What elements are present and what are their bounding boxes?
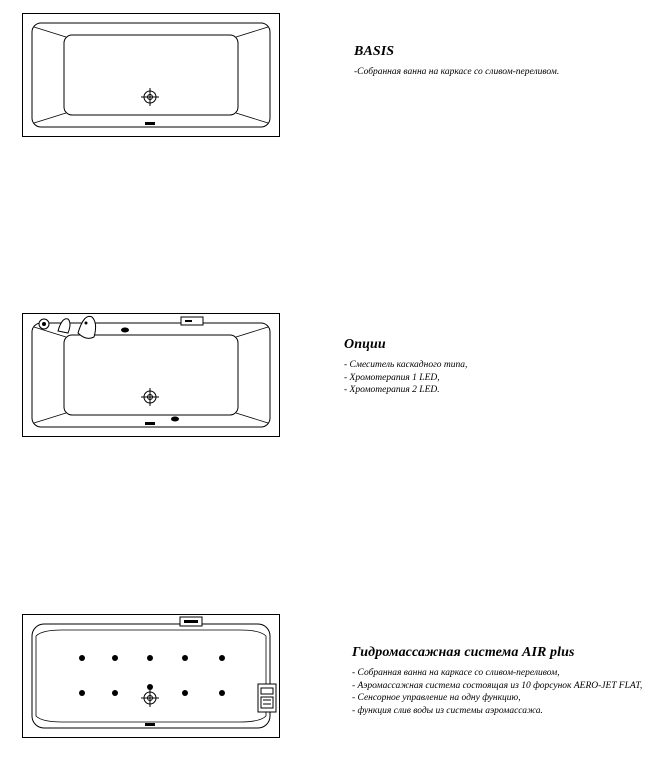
- aero-jet-nozzle-icon: [219, 655, 225, 661]
- drain-icon: [141, 689, 159, 707]
- feature-line: - Хромотерапия 2 LED.: [344, 385, 440, 395]
- cascade-mixer-icon: [39, 316, 96, 338]
- bathtub-options-drawing: [22, 313, 280, 437]
- section-basis: [354, 44, 559, 79]
- air-blower-unit-icon: [258, 684, 276, 712]
- control-panel-icon: [181, 317, 203, 325]
- aero-jet-nozzle-icon: [112, 655, 118, 661]
- feature-line: - Собранная ванна на каркасе со сливом-переливом,: [352, 668, 560, 678]
- chromotherapy-led-2-icon: [171, 417, 179, 422]
- section-air-plus: [352, 645, 642, 717]
- feature-line: - Аэромассажная система состоящая из 10 форсунок AERO-JET FLAT,: [352, 680, 643, 691]
- overflow-icon: [145, 122, 155, 125]
- chromotherapy-led-1-icon: [121, 328, 129, 333]
- feature-line: - Сенсорное управление на одну функцию,: [352, 693, 521, 703]
- aero-jet-nozzles: [79, 655, 225, 696]
- aero-jet-nozzle-icon: [147, 655, 153, 661]
- feature-line: -Собранная ванна на каркасе со сливом-переливом.: [354, 67, 560, 77]
- feature-line: - Смеситель каскадного типа,: [344, 360, 468, 370]
- section-title: Опции: [344, 337, 386, 352]
- aero-jet-nozzle-icon: [219, 690, 225, 696]
- aero-jet-nozzle-icon: [112, 690, 118, 696]
- feature-line: - Хромотерапия 1 LED,: [344, 372, 440, 383]
- control-panel-icon: [180, 617, 202, 626]
- aero-jet-nozzle-icon: [182, 690, 188, 696]
- feature-line: - функция слив воды из системы аэромассажа.: [352, 705, 543, 716]
- overflow-icon: [145, 422, 155, 425]
- drain-icon: [141, 88, 159, 106]
- section-title: BASIS: [354, 44, 395, 59]
- overflow-icon: [145, 723, 155, 726]
- aero-jet-nozzle-icon: [182, 655, 188, 661]
- bathtub-air-plus-drawing: [22, 614, 280, 738]
- section-options: [344, 337, 467, 397]
- aero-jet-nozzle-icon: [79, 655, 85, 661]
- aero-jet-nozzle-icon: [79, 690, 85, 696]
- drain-icon: [141, 388, 159, 406]
- bathtub-basis-drawing: [22, 13, 280, 137]
- section-title: Гидромассажная система AIR plus: [352, 645, 575, 660]
